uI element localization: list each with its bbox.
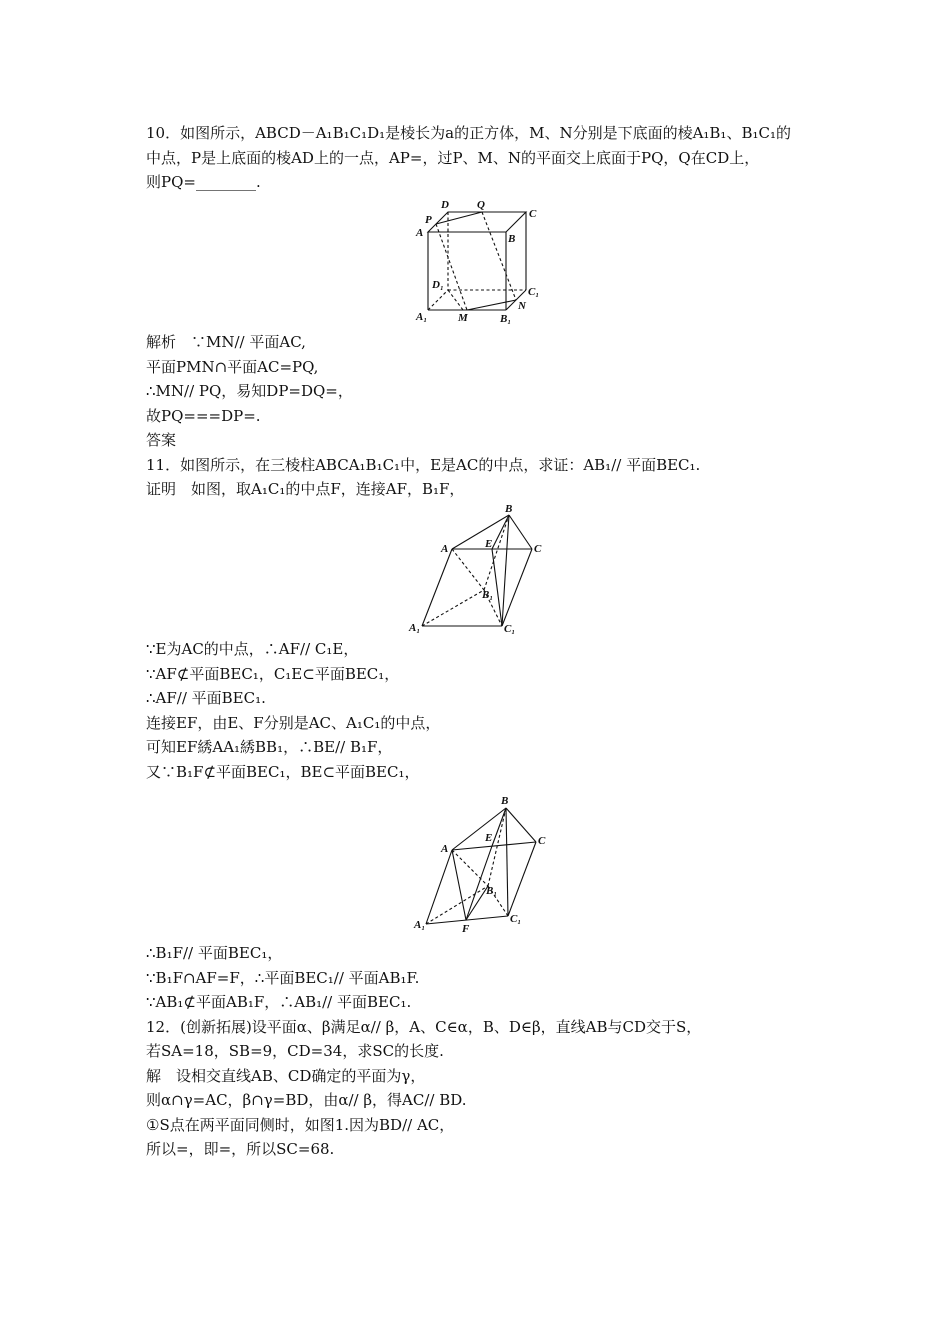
- text-line: ∴AF// 平面BEC₁.: [146, 689, 266, 707]
- vertex-label: P: [425, 214, 432, 226]
- text-line: ∵AF⊄平面BEC₁，C₁E⊂平面BEC₁，: [146, 665, 400, 683]
- text-line: 若SA=18，SB=9，CD=34，求SC的长度.: [146, 1042, 444, 1060]
- vertex-label: Q: [477, 199, 485, 211]
- vertex-label: B: [501, 795, 509, 807]
- text-line: 则PQ=________.: [146, 173, 261, 191]
- text-line: 则α∩γ=AC，β∩γ=BD，由α// β，得AC// BD.: [146, 1091, 467, 1109]
- vertex-label: B: [505, 503, 513, 515]
- vertex-label: A₁: [416, 311, 428, 323]
- vertex-label: C: [534, 543, 542, 555]
- vertex-label: C₁: [510, 913, 522, 925]
- text-line: 证明 如图，取A₁C₁的中点F，连接AF，B₁F，: [146, 480, 465, 498]
- text-line: 12．(创新拓展)设平面α、β满足α// β，A、C∈α，B、D∈β，直线AB与CD交于S，: [146, 1018, 702, 1036]
- vertex-label: B₁: [500, 313, 512, 325]
- vertex-label: C₁: [504, 623, 516, 634]
- vertex-label: A: [441, 843, 449, 855]
- vertex-label: D₁: [432, 279, 444, 291]
- vertex-label: B: [508, 233, 516, 245]
- vertex-label: E: [485, 538, 493, 550]
- vertex-label: N: [518, 300, 526, 312]
- text-line: 11．如图所示，在三棱柱ABCA₁B₁C₁中，E是AC的中点，求证：AB₁// 平面BEC₁.: [146, 456, 701, 474]
- text-line: ∵B₁F∩AF=F，∴平面BEC₁// 平面AB₁F.: [146, 969, 420, 987]
- text-line: 所以=，即=，所以SC=68.: [146, 1140, 335, 1158]
- vertex-label: F: [462, 923, 470, 935]
- text-line: ∵AB₁⊄平面AB₁F，∴AB₁// 平面BEC₁.: [146, 993, 412, 1011]
- text-line: 可知EF綉AA₁綉BB₁，∴BE// B₁F，: [146, 738, 393, 756]
- vertex-label: C: [529, 208, 537, 220]
- vertex-label: C₁: [528, 286, 540, 298]
- text-line: 10．如图所示，ABCD－A₁B₁C₁D₁是棱长为a的正方体，M、N分别是下底面的棱A₁B₁、B₁C₁的: [146, 124, 791, 142]
- vertex-label: M: [458, 312, 468, 324]
- text-line: ∴MN// PQ，易知DP=DQ=，: [146, 382, 353, 400]
- text-line: 答案: [146, 431, 177, 449]
- text-line: 故PQ===DP=.: [146, 407, 261, 425]
- figure-prism-2: [406, 794, 556, 936]
- text-line: 平面PMN∩平面AC=PQ,: [146, 358, 319, 376]
- text-line: ∵E为AC的中点，∴AF// C₁E，: [146, 640, 359, 658]
- figure-cube: [408, 196, 548, 326]
- figure-prism-1: [404, 502, 554, 634]
- text-line: 解 设相交直线AB、CD确定的平面为γ，: [146, 1067, 426, 1085]
- text-line: 连接EF，由E、F分别是AC、A₁C₁的中点，: [146, 714, 441, 732]
- vertex-label: A: [416, 227, 424, 239]
- vertex-label: A: [441, 543, 449, 555]
- vertex-label: A₁: [414, 919, 426, 931]
- text-line: 解析 ∵MN// 平面AC,: [146, 333, 306, 351]
- vertex-label: C: [538, 835, 546, 847]
- vertex-label: E: [485, 832, 493, 844]
- vertex-label: B₁: [486, 885, 498, 897]
- text-line: ∴B₁F// 平面BEC₁，: [146, 944, 283, 962]
- text-line: 又∵B₁F⊄平面BEC₁，BE⊂平面BEC₁，: [146, 763, 420, 781]
- text-line: 中点，P是上底面的棱AD上的一点，AP=，过P、M、N的平面交上底面于PQ，Q在CD上，: [146, 149, 760, 167]
- vertex-label: D: [441, 199, 449, 211]
- vertex-label: A₁: [409, 622, 421, 634]
- text-line: ①S点在两平面同侧时，如图1.因为BD// AC，: [146, 1116, 455, 1134]
- vertex-label: B₁: [482, 589, 494, 601]
